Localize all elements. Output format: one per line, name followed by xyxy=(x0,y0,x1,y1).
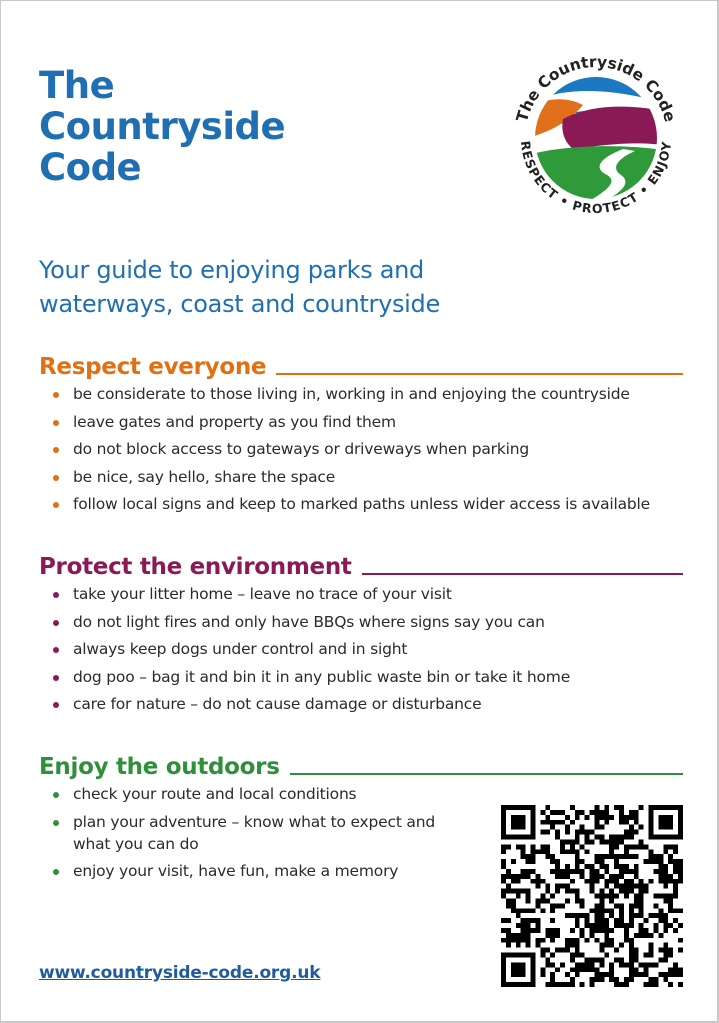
document-page xyxy=(1,1,717,1021)
countryside-code-logo xyxy=(503,45,689,231)
section-respect-everyone xyxy=(39,351,683,521)
list-item-text: do not light fires and only have BBQs where signs say you can xyxy=(73,612,545,631)
section-rule xyxy=(276,373,683,375)
bullet-icon xyxy=(53,869,59,875)
bullet-icon xyxy=(53,820,59,826)
section-title: Enjoy the outdoors xyxy=(39,754,280,780)
list-item-text: enjoy your visit, have fun, make a memory xyxy=(73,862,399,880)
list-item-text: always keep dogs under control and in sight xyxy=(73,640,408,658)
list-item xyxy=(39,693,683,715)
logo-bottom-text: RESPECT • PROTECT • ENJOY xyxy=(517,140,675,217)
section-header xyxy=(39,351,683,381)
list-item-text: dog poo – bag it and bin it in any public waste bin or take it home xyxy=(73,667,571,686)
bullet-icon xyxy=(53,702,59,708)
bullet-icon xyxy=(53,675,59,681)
list-item xyxy=(39,638,683,660)
bullet-icon xyxy=(53,792,59,798)
bullet-icon xyxy=(53,420,59,426)
section-list xyxy=(39,783,459,882)
title-line: The xyxy=(39,64,115,107)
list-item-text: leave gates and property as you find them xyxy=(73,412,396,431)
section-list xyxy=(39,383,683,515)
bullet-icon xyxy=(53,447,59,453)
section-title: Protect the environment xyxy=(39,554,352,580)
list-item xyxy=(39,493,683,515)
list-item-text: check your route and local conditions xyxy=(73,785,357,803)
list-item-text: be considerate to those living in, working in and enjoying the countryside xyxy=(73,385,630,403)
section-rule xyxy=(290,773,683,775)
title-line: Code xyxy=(39,146,142,189)
section-rule xyxy=(362,573,683,575)
list-item-text: plan your adventure – know what to expect and what you can do xyxy=(73,812,435,853)
list-item-text: do not block access to gateways or driveways when parking xyxy=(73,440,529,458)
list-item xyxy=(39,783,459,805)
section-header xyxy=(39,551,683,581)
logo-top-text: The Countryside Code xyxy=(513,52,679,125)
section-list xyxy=(39,583,683,715)
bullet-icon xyxy=(53,592,59,598)
subtitle-line: Your guide to enjoying parks and xyxy=(39,256,424,284)
list-item xyxy=(39,583,683,605)
bullet-icon xyxy=(53,647,59,653)
title-line: Countryside xyxy=(39,105,286,148)
website-link[interactable]: www.countryside-code.org.uk xyxy=(39,963,321,983)
subtitle-line: waterways, coast and countryside xyxy=(39,290,440,318)
qr-code-icon[interactable] xyxy=(501,805,683,987)
list-item-text: follow local signs and keep to marked paths unless wider access is available xyxy=(73,495,650,513)
list-item-text: care for nature – do not cause damage or disturbance xyxy=(73,695,482,713)
list-item xyxy=(39,611,683,633)
list-item xyxy=(39,383,683,405)
section-title: Respect everyone xyxy=(39,354,267,380)
list-item xyxy=(39,411,683,433)
bullet-icon xyxy=(53,392,59,398)
list-item-text: take your litter home – leave no trace of your visit xyxy=(73,585,452,603)
list-item xyxy=(39,666,683,688)
list-item-text: be nice, say hello, share the space xyxy=(73,467,336,486)
list-item xyxy=(39,811,459,855)
section-header xyxy=(39,751,683,781)
document-subtitle xyxy=(39,253,539,321)
bullet-icon xyxy=(53,475,59,481)
list-item xyxy=(39,860,459,882)
document-title xyxy=(39,65,339,188)
list-item xyxy=(39,466,683,488)
bullet-icon xyxy=(53,502,59,508)
list-item xyxy=(39,438,683,460)
section-protect-environment xyxy=(39,551,683,721)
bullet-icon xyxy=(53,620,59,626)
